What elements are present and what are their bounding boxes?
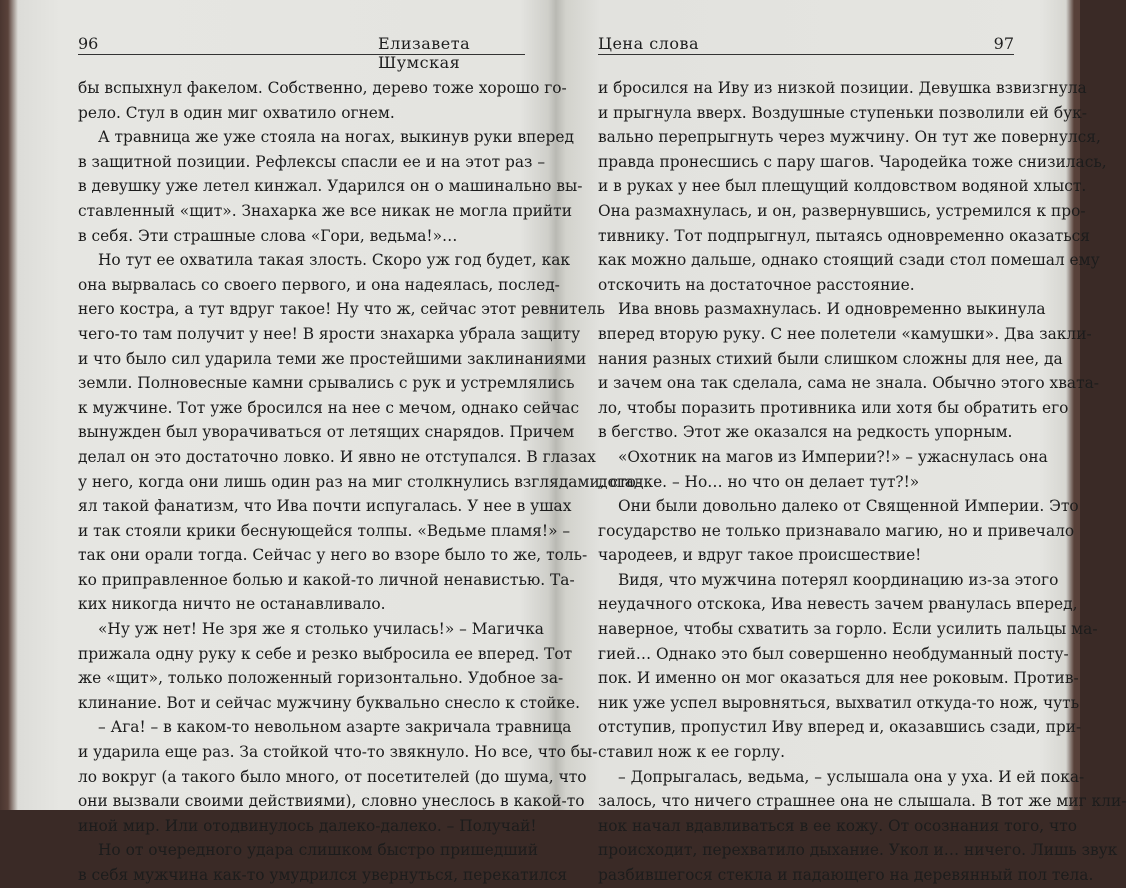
text-line: бы вспыхнул факелом. Собственно, дерево тоже хорошо го- [78,79,567,97]
text-line: в защитной позиции. Рефлексы спасли ее и на этот раз – [78,152,546,171]
text-line: и так стояли крики беснующейся толпы. «Ведьме пламя!» – [78,521,571,540]
text-line: она вырвалась со своего первого, и она надеялась, послед- [78,275,560,294]
text-line: Ива вновь размахнулась. И одновременно выкинула [618,300,1046,319]
text-line: делал он это достаточно ловко. И явно не отступался. В глазах [78,447,596,466]
text-line: «Ну уж нет! Не зря же я столько училась!» – Магичка [98,620,544,639]
text-line: вально перепрыгнуть через мужчину. Он тут же повернулся, [598,128,1101,147]
text-line: догадке. – Но… но что он делает тут?!» [598,472,920,491]
text-line: в себя. Эти страшные слова «Гори, ведьма!»… [78,226,458,245]
text-line: и бросился на Иву из низкой позиции. Девушка взвизгнула [598,79,1087,97]
text-line: же «щит», только положенный горизонтально. Удобное за- [78,669,564,688]
text-line: и ударила еще раз. За стойкой что-то звякнуло. Но все, что бы- [78,743,598,762]
text-line: и зачем она так сделала, сама не знала. Обычно этого хвата- [598,374,1099,393]
text-line: «Охотник на магов из Империи?!» – ужаснулась она [618,447,1048,466]
left-page [20,0,642,884]
text-line: вперед вторую руку. С нее полетели «камушки». Два закли- [598,324,1092,343]
left-running-title: Елизавета Шумская [378,34,471,72]
text-line: в себя мужчина как-то умудрился увернуться, перекатился [78,866,568,884]
text-line: чего-то там получит у нее! В ярости знахарка убрала защиту [78,324,581,343]
right-page [568,0,1126,884]
text-line: рело. Стул в один миг охватило огнем. [78,103,395,122]
text-line: и прыгнула вверх. Воздушные ступеньки позволили ей бук- [598,103,1087,122]
text-line: разбившегося стекла и падающего на деревянный пол тела. [598,866,1094,884]
text-line: ял такой фанатизм, что Ива почти испугалась. У нее в ушах [78,497,572,516]
text-line: ло, чтобы поразить противника или хотя бы обратить его [598,398,1069,417]
right-page-text [598,76,1126,888]
text-line: Но от очередного удара слишком быстро пришедший [98,841,539,860]
text-line: ник уже успел выровняться, выхватил откуда-то нож, чуть [598,693,1080,712]
text-line: наверное, чтобы схватить за горло. Если усилить пальцы ма- [598,620,1098,639]
text-line: нания разных стихий были слишком сложны для нее, да [598,349,1063,368]
text-line: государство не только признавало магию, но и привечало [598,521,1075,540]
text-line: Они были довольно далеко от Священной Империи. Это [618,497,1079,516]
text-line: к мужчине. Тот уже бросился на нее с мечом, однако сейчас [78,398,580,417]
text-line: залось, что ничего страшнее она не слышала. В тот же миг кли- [598,792,1126,811]
text-line: Видя, что мужчина потерял координацию из-за этого [618,570,1059,589]
text-line: клинание. Вот и сейчас мужчину буквально снесло к стойке. [78,693,580,712]
text-line: отступив, пропустил Иву вперед и, оказавшись сзади, при- [598,718,1082,737]
right-page-header [598,32,1014,55]
text-line: происходит, перехватило дыхание. Укол и… ничего. Лишь звук [598,841,1118,860]
text-line: ко приправленное болью и какой-то личной ненавистью. Та- [78,570,575,589]
left-page-header [78,32,525,72]
text-line: чародеев, и вдруг такое происшествие! [598,546,922,565]
left-page-number: 96 [78,34,99,53]
text-line: тивнику. Тот подпрыгнул, пытаясь одновременно оказаться [598,226,1090,245]
text-line: как можно дальше, однако стоящий сзади стол помешал ему [598,251,1100,270]
text-line: него костра, а тут вдруг такое! Ну что ж, сейчас этот ревнитель [78,300,605,319]
right-running-title: Цена слова [598,34,700,53]
text-line: они вызвали своими действиями), словно унеслось в какой-то [78,792,585,811]
text-line: ло вокруг (а такого было много, от посетителей (до шума, что [78,767,587,786]
text-line: пок. И именно он мог оказаться для нее роковым. Против- [598,669,1079,688]
left-page-text [78,76,642,888]
text-line: ставил нож к ее горлу. [598,743,786,762]
text-line: нок начал вдавливаться в ее кожу. От осознания того, что [598,816,1077,835]
text-line: – Ага! – в каком-то невольном азарте закричала травница [98,718,572,737]
text-line: отскочить на достаточное расстояние. [598,275,915,294]
text-line: Но тут ее охватила такая злость. Скоро уж год будет, как [98,251,570,270]
text-line: ставленный «щит». Знахарка же все никак не могла прийти [78,201,572,220]
text-line: вынужден был уворачиваться от летящих снарядов. Причем [78,423,575,442]
text-line: иной мир. Или отодвинулось далеко-далеко. – Получай! [78,816,537,835]
text-line: так они орали тогда. Сейчас у него во взоре было то же, толь- [78,546,588,565]
text-line: в бегство. Этот же оказался на редкость упорным. [598,423,1013,442]
right-page-number: 97 [993,34,1014,53]
text-line: и в руках у нее был плещущий колдовством водяной хлыст. [598,177,1087,196]
text-line: ких никогда ничто не останавливало. [78,595,386,614]
text-line: правда пронесшись с пару шагов. Чародейка тоже снизилась, [598,152,1107,171]
text-line: в девушку уже летел кинжал. Ударился он о машинально вы- [78,177,583,196]
text-line: прижала одну руку к себе и резко выбросила ее вперед. Тот [78,644,573,663]
text-line: неудачного отскока, Ива невесть зачем рванулась вперед, [598,595,1078,614]
text-line: гией… Однако это был совершенно необдуманный посту- [598,644,1069,663]
text-line: – Допрыгалась, ведьма, – услышала она у уха. И ей пока- [618,767,1085,786]
text-line: у него, когда они лишь один раз на миг столкнулись взглядами, сто- [78,472,642,491]
text-line: земли. Полновесные камни срывались с рук и устремлялись [78,374,575,393]
text-line: А травница же уже стояла на ногах, выкинув руки вперед [98,128,574,147]
text-line: Она размахнулась, и он, развернувшись, устремился к про- [598,201,1086,220]
text-line: и что было сил ударила теми же простейшими заклинаниями [78,349,587,368]
